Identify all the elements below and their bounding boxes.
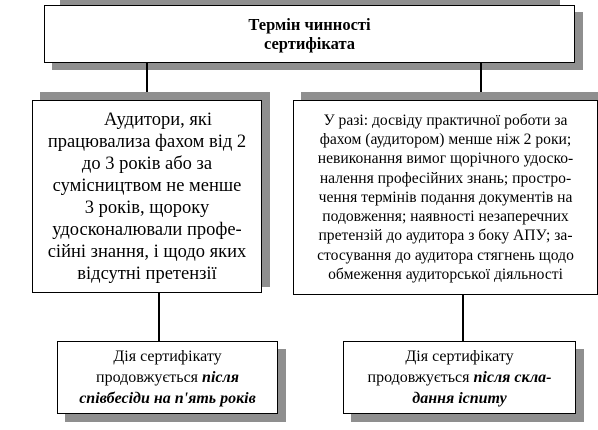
- title-line-2: сертифіката: [263, 34, 356, 53]
- right-result-box: [343, 341, 576, 414]
- left-result-box: [57, 341, 278, 414]
- left-condition-line: до 3 років або за: [81, 153, 213, 174]
- right-condition-line: чення термінів подання документів на: [318, 188, 573, 206]
- left-condition-line: відсутні претензії: [77, 263, 217, 284]
- connector-right-result: [462, 295, 464, 343]
- left-result-line-2: [79, 367, 256, 388]
- title-box: [44, 5, 575, 63]
- left-result-emphasis: після: [202, 369, 239, 386]
- left-result-prefix: продовжується: [96, 369, 203, 386]
- right-result-emphasis: після скла-: [473, 369, 552, 386]
- title-line-1: Термін чинності: [248, 15, 371, 34]
- left-condition-box: [32, 100, 262, 293]
- right-condition-line: обмеження аудиторської діяльності: [328, 265, 563, 283]
- left-result-line-3: співбесіди на п'ять років: [79, 390, 256, 407]
- right-condition-line: подовження; наявності незаперечних: [322, 208, 569, 226]
- right-condition-line: налення професійних знань; простро-: [319, 169, 572, 187]
- left-condition-line: 3 років, щороку: [84, 197, 210, 218]
- left-condition-line: сумісництвом не менше: [52, 175, 242, 196]
- right-condition-box: [293, 100, 598, 295]
- right-condition-line: претензій до аудитора з боку АПУ; за-: [318, 227, 573, 245]
- left-condition-line: Аудитори, які: [104, 109, 212, 130]
- right-condition-line: У разі: досвіду практичної роботи за: [323, 112, 568, 130]
- left-condition-line: сійні знання, і щодо яких: [47, 241, 247, 262]
- right-condition-line: невиконання вимог щорічного удоско-: [317, 150, 574, 168]
- right-result-prefix: продовжується: [367, 369, 474, 386]
- right-result-line-3: дання іспиту: [412, 390, 507, 407]
- left-condition-line: удосконалювали профе-: [52, 219, 242, 240]
- left-result-line-1: Дія сертифікату: [113, 348, 222, 365]
- right-condition-line: стосування до аудитора стягнень щодо: [317, 246, 574, 264]
- left-condition-line: працювализа фахом від 2: [47, 131, 247, 152]
- right-result-line-1: Дія сертифікату: [405, 348, 514, 365]
- right-result-line-2: [368, 367, 552, 388]
- right-condition-line: фахом (аудитором) менше ніж 2 роки;: [319, 131, 572, 149]
- connector-left-result: [158, 293, 160, 343]
